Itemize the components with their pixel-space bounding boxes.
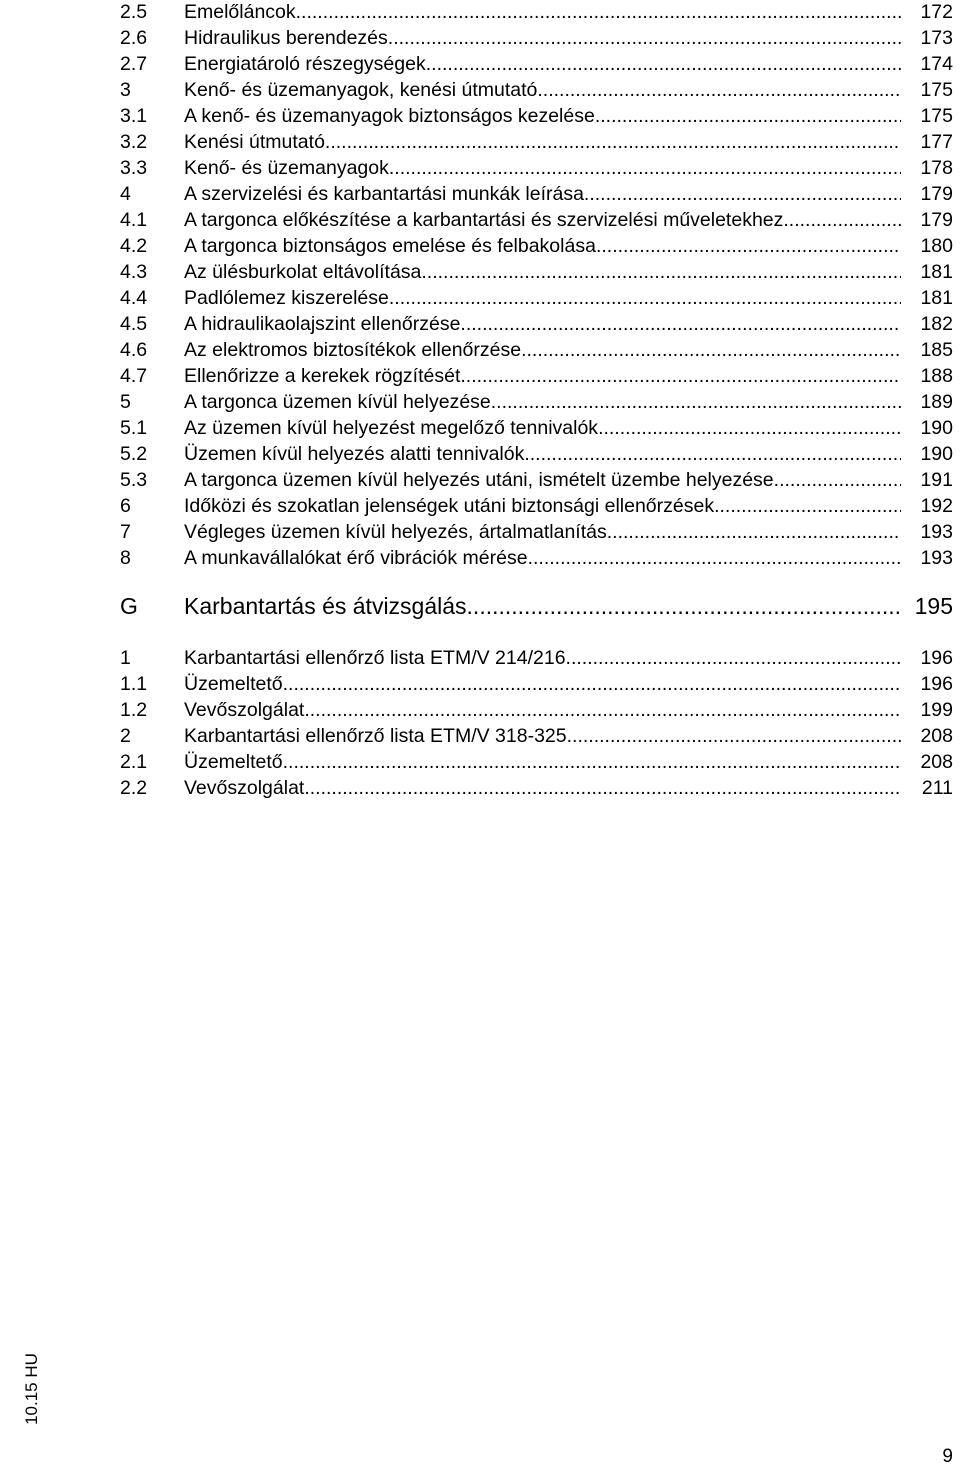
toc-entry-title: Kenő- és üzemanyagok, kenési útmutató bbox=[184, 79, 538, 101]
toc-entry[interactable] bbox=[120, 775, 953, 801]
toc-entry-page: 195 bbox=[914, 593, 953, 619]
toc-entry[interactable] bbox=[120, 337, 953, 363]
toc-entry-number: 4.2 bbox=[120, 235, 148, 257]
toc-entry-page: 208 bbox=[920, 725, 953, 747]
toc-entry-page: 185 bbox=[920, 339, 953, 361]
toc-entry-number: 3 bbox=[120, 79, 131, 101]
toc-entry-title: Vevőszolgálat bbox=[184, 777, 305, 799]
toc-entry[interactable] bbox=[120, 0, 953, 25]
leader-dots bbox=[598, 415, 901, 441]
toc-entry[interactable] bbox=[120, 259, 953, 285]
toc-entry-title: A targonca üzemen kívül helyezése bbox=[184, 391, 491, 413]
document-code: 10.15 HU bbox=[22, 1353, 41, 1425]
toc-entry[interactable] bbox=[120, 311, 953, 337]
toc-entry-title: Az üzemen kívül helyezést megelőző tennivalók bbox=[184, 417, 599, 439]
leader-dots bbox=[296, 0, 901, 25]
toc-entry-number: 5.2 bbox=[120, 443, 148, 465]
toc-entry-page: 172 bbox=[920, 1, 953, 23]
leader-dots bbox=[528, 545, 901, 571]
toc-entry-title: Energiatároló részegységek bbox=[184, 53, 426, 75]
leader-dots bbox=[304, 697, 901, 723]
toc-entry-title: Karbantartási ellenőrző lista ETM/V 214/216 bbox=[184, 647, 566, 669]
toc-entry[interactable] bbox=[120, 749, 953, 775]
toc-entry-title: A targonca előkészítése a karbantartási és szervizelési műveletekhez bbox=[184, 209, 784, 231]
toc-entry-number: 5 bbox=[120, 391, 131, 413]
toc-entry-title: Karbantartás és átvizsgálás bbox=[184, 593, 467, 619]
leader-dots bbox=[521, 337, 901, 363]
leader-dots bbox=[304, 775, 901, 801]
toc-entry[interactable] bbox=[120, 645, 953, 671]
toc-entry-page: 196 bbox=[920, 673, 953, 695]
toc-entry-page: 193 bbox=[920, 547, 953, 569]
toc-entry-page: 182 bbox=[920, 313, 953, 335]
toc-entry-number: 3.1 bbox=[120, 105, 148, 127]
toc-entry[interactable] bbox=[120, 129, 953, 155]
leader-dots bbox=[584, 181, 901, 207]
leader-dots bbox=[567, 723, 901, 749]
leader-dots bbox=[283, 749, 901, 775]
leader-dots bbox=[460, 311, 901, 337]
toc-entry-number: 2.7 bbox=[120, 53, 148, 75]
toc-entry[interactable] bbox=[120, 467, 953, 493]
toc-entry-title: Üzemen kívül helyezés alatti tennivalók bbox=[184, 443, 525, 465]
toc-entry-title: Üzemeltető bbox=[184, 751, 283, 773]
toc-entry-page: 193 bbox=[920, 521, 953, 543]
toc-entry-page: 180 bbox=[920, 235, 953, 257]
toc-entry-title: A hidraulikaolajszint ellenőrzése bbox=[184, 313, 461, 335]
toc-entry-title: Az elektromos biztosítékok ellenőrzése bbox=[184, 339, 522, 361]
toc-entry[interactable] bbox=[120, 493, 953, 519]
toc-entry-number: 2.6 bbox=[120, 27, 148, 49]
toc-entry-number: 4.4 bbox=[120, 287, 148, 309]
toc-entry-page: 190 bbox=[920, 443, 953, 465]
toc-entry-number: 2.2 bbox=[120, 777, 148, 799]
toc-entry-title: Időközi és szokatlan jelenségek utáni biztonsági ellenőrzések bbox=[184, 495, 715, 517]
toc-entry[interactable] bbox=[120, 155, 953, 181]
toc-entry-page: 211 bbox=[921, 777, 953, 799]
leader-dots bbox=[596, 233, 901, 259]
toc-entry-title: Vevőszolgálat bbox=[184, 699, 305, 721]
leader-dots bbox=[389, 155, 901, 181]
toc-entry[interactable] bbox=[120, 285, 953, 311]
leader-dots bbox=[774, 467, 901, 493]
toc-entry[interactable] bbox=[120, 363, 953, 389]
toc-entry-number: 4.1 bbox=[120, 209, 148, 231]
toc-entry-page: 175 bbox=[920, 105, 953, 127]
toc-entry-page: 196 bbox=[920, 647, 953, 669]
toc-entry-number: 2 bbox=[120, 725, 131, 747]
leader-dots bbox=[389, 285, 901, 311]
toc-entry[interactable] bbox=[120, 77, 953, 103]
toc-entry-title: Padlólemez kiszerelése bbox=[184, 287, 389, 309]
leader-dots bbox=[783, 207, 901, 233]
toc-entry-number: 3.3 bbox=[120, 157, 148, 179]
toc-entry[interactable] bbox=[120, 389, 953, 415]
toc-entry-page: 188 bbox=[920, 365, 953, 387]
toc-entry[interactable] bbox=[120, 51, 953, 77]
toc-entry[interactable] bbox=[120, 671, 953, 697]
toc-entry-title: A szervizelési és karbantartási munkák leírása bbox=[184, 183, 584, 205]
toc-entry-number: 4.7 bbox=[120, 365, 148, 387]
toc-entry[interactable] bbox=[120, 181, 953, 207]
toc-entry-number: 8 bbox=[120, 547, 131, 569]
toc-entry-number: 4 bbox=[120, 183, 131, 205]
toc-entry-title: Karbantartási ellenőrző lista ETM/V 318-325 bbox=[184, 725, 567, 747]
toc-entry-title: Ellenőrizze a kerekek rögzítését bbox=[184, 365, 461, 387]
toc-entry-number: 5.1 bbox=[120, 417, 148, 439]
toc-entry-title: Végleges üzemen kívül helyezés, ártalmatlanítás bbox=[184, 521, 607, 543]
toc-entry-title: Kenő- és üzemanyagok bbox=[184, 157, 389, 179]
toc-entry-title: Hidraulikus berendezés bbox=[184, 27, 388, 49]
toc-entry-title: A kenő- és üzemanyagok biztonságos kezelése bbox=[184, 105, 595, 127]
toc-entry-number: 4.3 bbox=[120, 261, 148, 283]
leader-dots bbox=[460, 363, 901, 389]
toc-entry-title: Üzemeltető bbox=[184, 673, 283, 695]
toc-entry-title: Az ülésburkolat eltávolítása bbox=[184, 261, 422, 283]
page-number: 9 bbox=[942, 1446, 953, 1467]
toc-entry[interactable] bbox=[120, 697, 953, 723]
toc-entry-page: 179 bbox=[920, 183, 953, 205]
toc-entry[interactable] bbox=[120, 519, 953, 545]
toc-entry[interactable] bbox=[120, 25, 953, 51]
leader-dots bbox=[325, 129, 901, 155]
toc-entry-page: 190 bbox=[920, 417, 953, 439]
toc-entry-number: 7 bbox=[120, 521, 131, 543]
toc-entry-number: 2.5 bbox=[120, 1, 148, 23]
leader-dots bbox=[566, 645, 901, 671]
toc-entry[interactable] bbox=[120, 723, 953, 749]
toc-entry-number: 1.1 bbox=[120, 673, 148, 695]
toc-entry-title: A targonca biztonságos emelése és felbakolása bbox=[184, 235, 596, 257]
leader-dots bbox=[421, 259, 901, 285]
toc-entry-page: 199 bbox=[920, 699, 953, 721]
leader-dots bbox=[537, 77, 901, 103]
toc-entry-number: 1 bbox=[120, 647, 131, 669]
toc-entry[interactable] bbox=[120, 415, 953, 441]
toc-entry-page: 208 bbox=[920, 751, 953, 773]
toc-entry-title: Emelőláncok bbox=[184, 1, 296, 23]
toc-entry-number: 5.3 bbox=[120, 469, 148, 491]
toc-entry-page: 177 bbox=[920, 131, 953, 153]
leader-dots bbox=[524, 441, 901, 467]
leader-dots bbox=[426, 51, 901, 77]
toc-entry-number: G bbox=[120, 593, 138, 619]
toc-entry-page: 175 bbox=[920, 79, 953, 101]
toc-entry-page: 178 bbox=[920, 157, 953, 179]
toc-entry[interactable] bbox=[120, 441, 953, 467]
toc-entry-page: 181 bbox=[920, 261, 953, 283]
toc-entry-page: 179 bbox=[920, 209, 953, 231]
leader-dots bbox=[388, 25, 901, 51]
leader-dots bbox=[491, 389, 901, 415]
leader-dots bbox=[595, 103, 901, 129]
toc-entry-number: 4.6 bbox=[120, 339, 148, 361]
toc-entry-page: 181 bbox=[920, 287, 953, 309]
toc-entry-number: 2.1 bbox=[120, 751, 148, 773]
toc-entry-number: 6 bbox=[120, 495, 131, 517]
toc-entry[interactable] bbox=[120, 207, 953, 233]
toc-entry-title: A targonca üzemen kívül helyezés utáni, ismételt üzembe helyezése bbox=[184, 469, 774, 491]
toc-chapter-entry[interactable] bbox=[120, 591, 953, 621]
leader-dots bbox=[714, 493, 901, 519]
toc-entry[interactable] bbox=[120, 103, 953, 129]
toc-entry[interactable] bbox=[120, 233, 953, 259]
toc-entry-number: 1.2 bbox=[120, 699, 148, 721]
toc-entry-number: 3.2 bbox=[120, 131, 148, 153]
toc-entry-page: 173 bbox=[920, 27, 953, 49]
toc-entry-page: 174 bbox=[920, 53, 953, 75]
toc-entry-page: 189 bbox=[920, 391, 953, 413]
toc-entry-title: A munkavállalókat érő vibrációk mérése bbox=[184, 547, 528, 569]
leader-dots bbox=[283, 671, 901, 697]
leader-dots bbox=[467, 591, 901, 621]
toc-entry[interactable] bbox=[120, 545, 953, 571]
toc-entry-title: Kenési útmutató bbox=[184, 131, 325, 153]
toc-entry-page: 191 bbox=[920, 469, 953, 491]
toc-entry-page: 192 bbox=[920, 495, 953, 517]
leader-dots bbox=[607, 519, 901, 545]
toc-entry-number: 4.5 bbox=[120, 313, 148, 335]
